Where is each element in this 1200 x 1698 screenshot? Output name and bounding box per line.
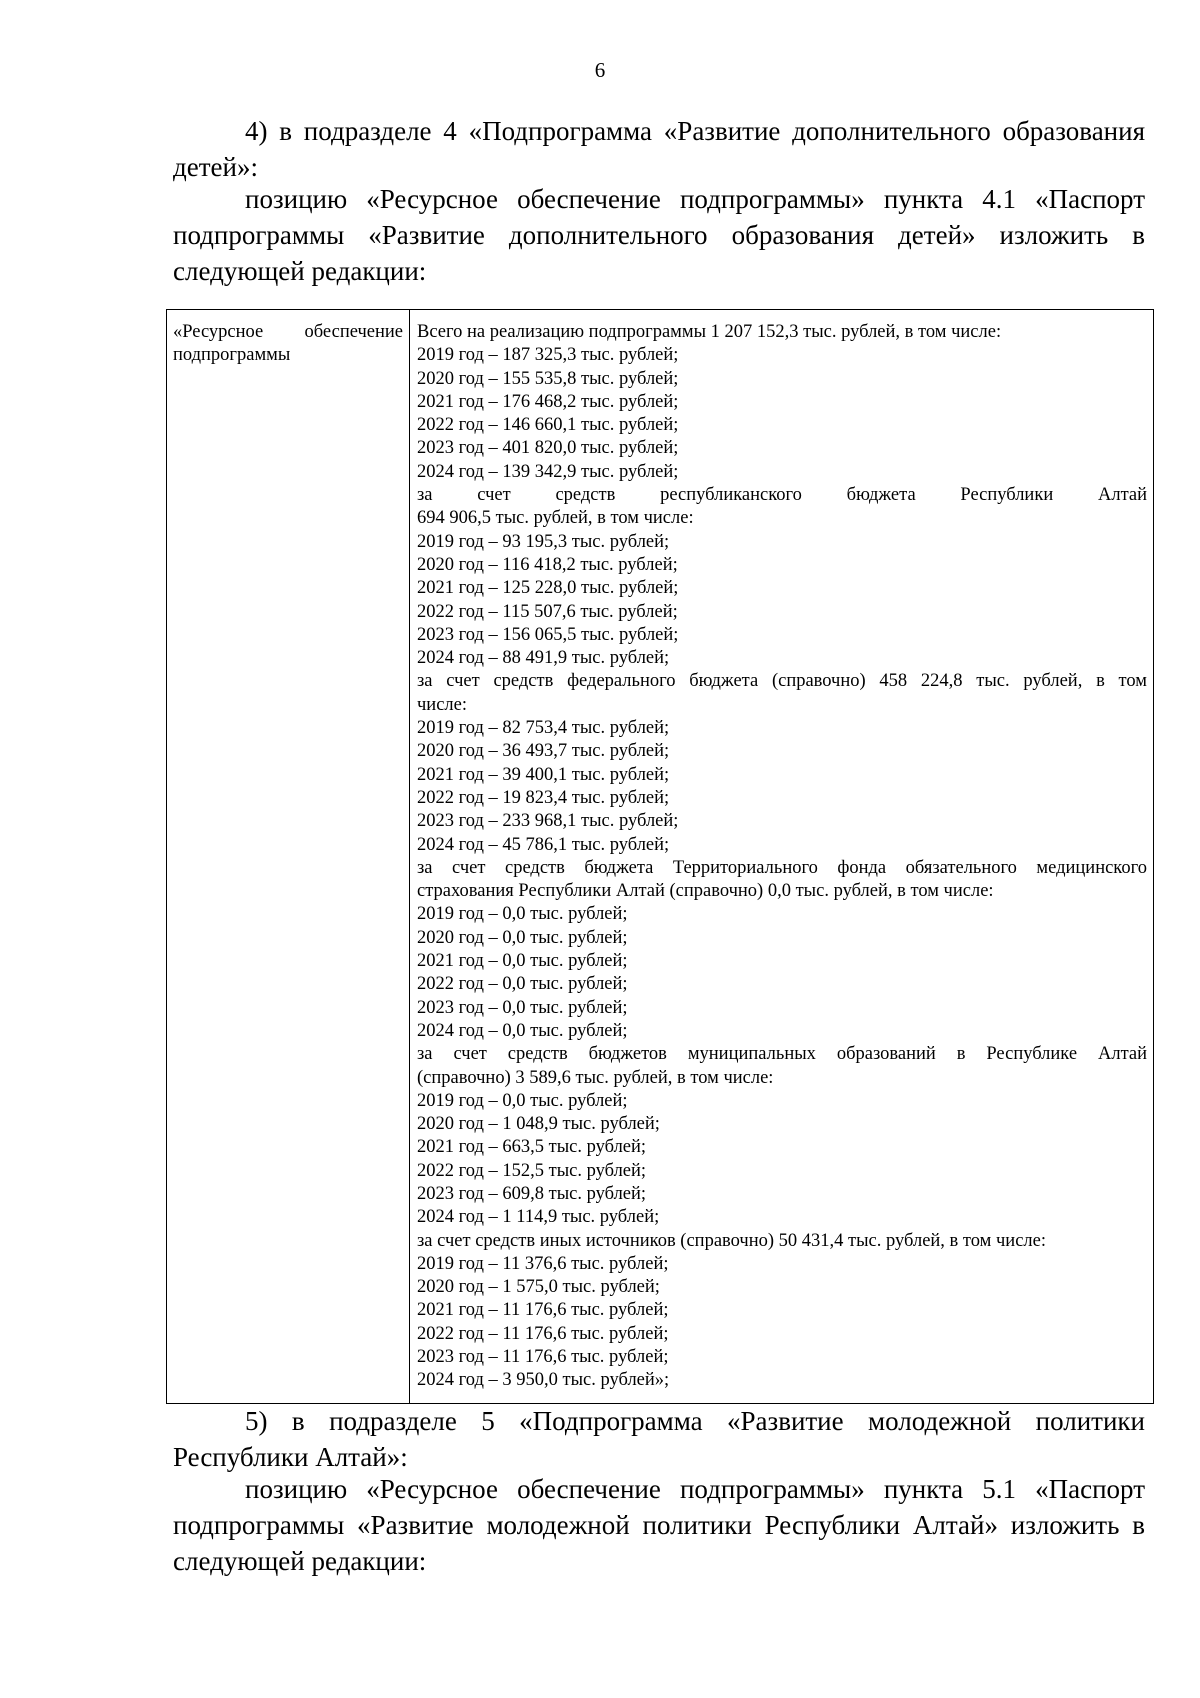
table-line: за счет средств иных источников (справочно) 50 431,4 тыс. рублей, в том числе: bbox=[417, 1230, 1046, 1251]
table-line: 2022 год – 152,5 тыс. рублей; bbox=[417, 1160, 647, 1181]
table-line: 2019 год – 93 195,3 тыс. рублей; bbox=[417, 531, 670, 552]
left-cell-line-2: подпрограммы bbox=[173, 345, 291, 366]
table-line: 2020 год – 1 048,9 тыс. рублей; bbox=[417, 1114, 660, 1135]
paragraph-item-4 bbox=[173, 113, 1145, 185]
table-line: 2023 год – 233 968,1 тыс. рублей; bbox=[417, 811, 679, 832]
table-line: 2021 год – 0,0 тыс. рублей; bbox=[417, 951, 628, 972]
table-line: 2022 год – 0,0 тыс. рублей; bbox=[417, 974, 628, 995]
table-line: 2021 год – 39 400,1 тыс. рублей; bbox=[417, 764, 670, 785]
table-line: 2024 год – 0,0 тыс. рублей; bbox=[417, 1020, 628, 1041]
table-line: 2023 год – 0,0 тыс. рублей; bbox=[417, 997, 628, 1018]
table-line: Всего на реализацию подпрограммы 1 207 152,3 тыс. рублей, в том числе: bbox=[417, 322, 1002, 342]
table-line: 2020 год – 36 493,7 тыс. рублей; bbox=[417, 741, 670, 762]
table-line: 2022 год – 11 176,6 тыс. рублей; bbox=[417, 1323, 669, 1344]
table-line: 2024 год – 1 114,9 тыс. рублей; bbox=[417, 1207, 660, 1228]
table-line: 2024 год – 139 342,9 тыс. рублей; bbox=[417, 461, 679, 482]
table-line: 2022 год – 146 660,1 тыс. рублей; bbox=[417, 415, 679, 436]
table-line: 2021 год – 125 228,0 тыс. рублей; bbox=[417, 578, 679, 599]
column-divider bbox=[409, 310, 410, 1403]
table-line: 2023 год – 156 065,5 тыс. рублей; bbox=[417, 624, 679, 645]
table-line: 2020 год – 155 535,8 тыс. рублей; bbox=[417, 368, 679, 389]
page-number: 6 bbox=[594, 58, 606, 82]
table-line: за счет средств бюджетов муниципальных образований в Республике Алтай bbox=[417, 1044, 1147, 1065]
table-line: 2024 год – 3 950,0 тыс. рублей»; bbox=[417, 1370, 670, 1391]
table-left-cell bbox=[173, 321, 403, 368]
paragraph-item-5-instruction-text: позицию «Ресурсное обеспечение подпрограммы» пункта 5.1 «Паспорт подпрограммы «Развитие молодежной политики Республики Алтай» изложить в следующей редакции: bbox=[173, 1474, 1145, 1576]
left-cell-word-1: «Ресурсное bbox=[173, 322, 264, 342]
table-line: 2019 год – 0,0 тыс. рублей; bbox=[417, 1090, 628, 1111]
paragraph-item-5-instruction bbox=[173, 1471, 1145, 1579]
paragraph-item-5 bbox=[173, 1403, 1145, 1475]
table-line: 2023 год – 11 176,6 тыс. рублей; bbox=[417, 1347, 669, 1368]
table-line: 2024 год – 45 786,1 тыс. рублей; bbox=[417, 834, 670, 855]
left-cell-line-1 bbox=[173, 321, 403, 344]
left-cell-word-2: обеспечение bbox=[304, 322, 403, 342]
table-line: за счет средств федерального бюджета (справочно) 458 224,8 тыс. рублей, в том bbox=[417, 671, 1147, 692]
paragraph-item-4-text: 4) в подразделе 4 «Подпрограмма «Развитие дополнительного образования детей»: bbox=[173, 116, 1145, 182]
table-line: 2020 год – 116 418,2 тыс. рублей; bbox=[417, 554, 678, 575]
table-line: 2023 год – 401 820,0 тыс. рублей; bbox=[417, 438, 679, 459]
table-line: за счет средств бюджета Территориального фонда обязательного медицинского bbox=[417, 857, 1147, 878]
table-line: 2020 год – 1 575,0 тыс. рублей; bbox=[417, 1277, 660, 1298]
table-line: 2021 год – 176 468,2 тыс. рублей; bbox=[417, 391, 679, 412]
table-line: 2019 год – 82 753,4 тыс. рублей; bbox=[417, 718, 670, 739]
table-line: (справочно) 3 589,6 тыс. рублей, в том числе: bbox=[417, 1067, 774, 1088]
table-line: 2022 год – 115 507,6 тыс. рублей; bbox=[417, 601, 678, 622]
table-line: за счет средств республиканского бюджета Республики Алтай bbox=[417, 485, 1147, 506]
paragraph-item-5-text: 5) в подразделе 5 «Подпрограмма «Развитие молодежной политики Республики Алтай»: bbox=[173, 1406, 1145, 1472]
table-line: 2023 год – 609,8 тыс. рублей; bbox=[417, 1183, 647, 1204]
table-line: 2019 год – 187 325,3 тыс. рублей; bbox=[417, 345, 679, 366]
resource-table bbox=[166, 309, 1154, 1404]
table-line: 2019 год – 0,0 тыс. рублей; bbox=[417, 904, 628, 925]
table-line: страхования Республики Алтай (справочно) 0,0 тыс. рублей, в том числе: bbox=[417, 881, 994, 902]
table-right-cell bbox=[417, 321, 1147, 1393]
table-line: 2021 год – 663,5 тыс. рублей; bbox=[417, 1137, 647, 1158]
table-line: 2020 год – 0,0 тыс. рублей; bbox=[417, 927, 628, 948]
table-line: 2021 год – 11 176,6 тыс. рублей; bbox=[417, 1300, 669, 1321]
table-line: 694 906,5 тыс. рублей, в том числе: bbox=[417, 508, 694, 529]
paragraph-item-4-instruction bbox=[173, 181, 1145, 289]
paragraph-item-4-instruction-text: позицию «Ресурсное обеспечение подпрограммы» пункта 4.1 «Паспорт подпрограммы «Развитие дополнительного образования детей» изложить в следующей редакции: bbox=[173, 184, 1145, 286]
table-line: 2024 год – 88 491,9 тыс. рублей; bbox=[417, 648, 670, 669]
table-line: 2019 год – 11 376,6 тыс. рублей; bbox=[417, 1253, 669, 1274]
table-line: 2022 год – 19 823,4 тыс. рублей; bbox=[417, 787, 670, 808]
table-line: числе: bbox=[417, 694, 467, 715]
